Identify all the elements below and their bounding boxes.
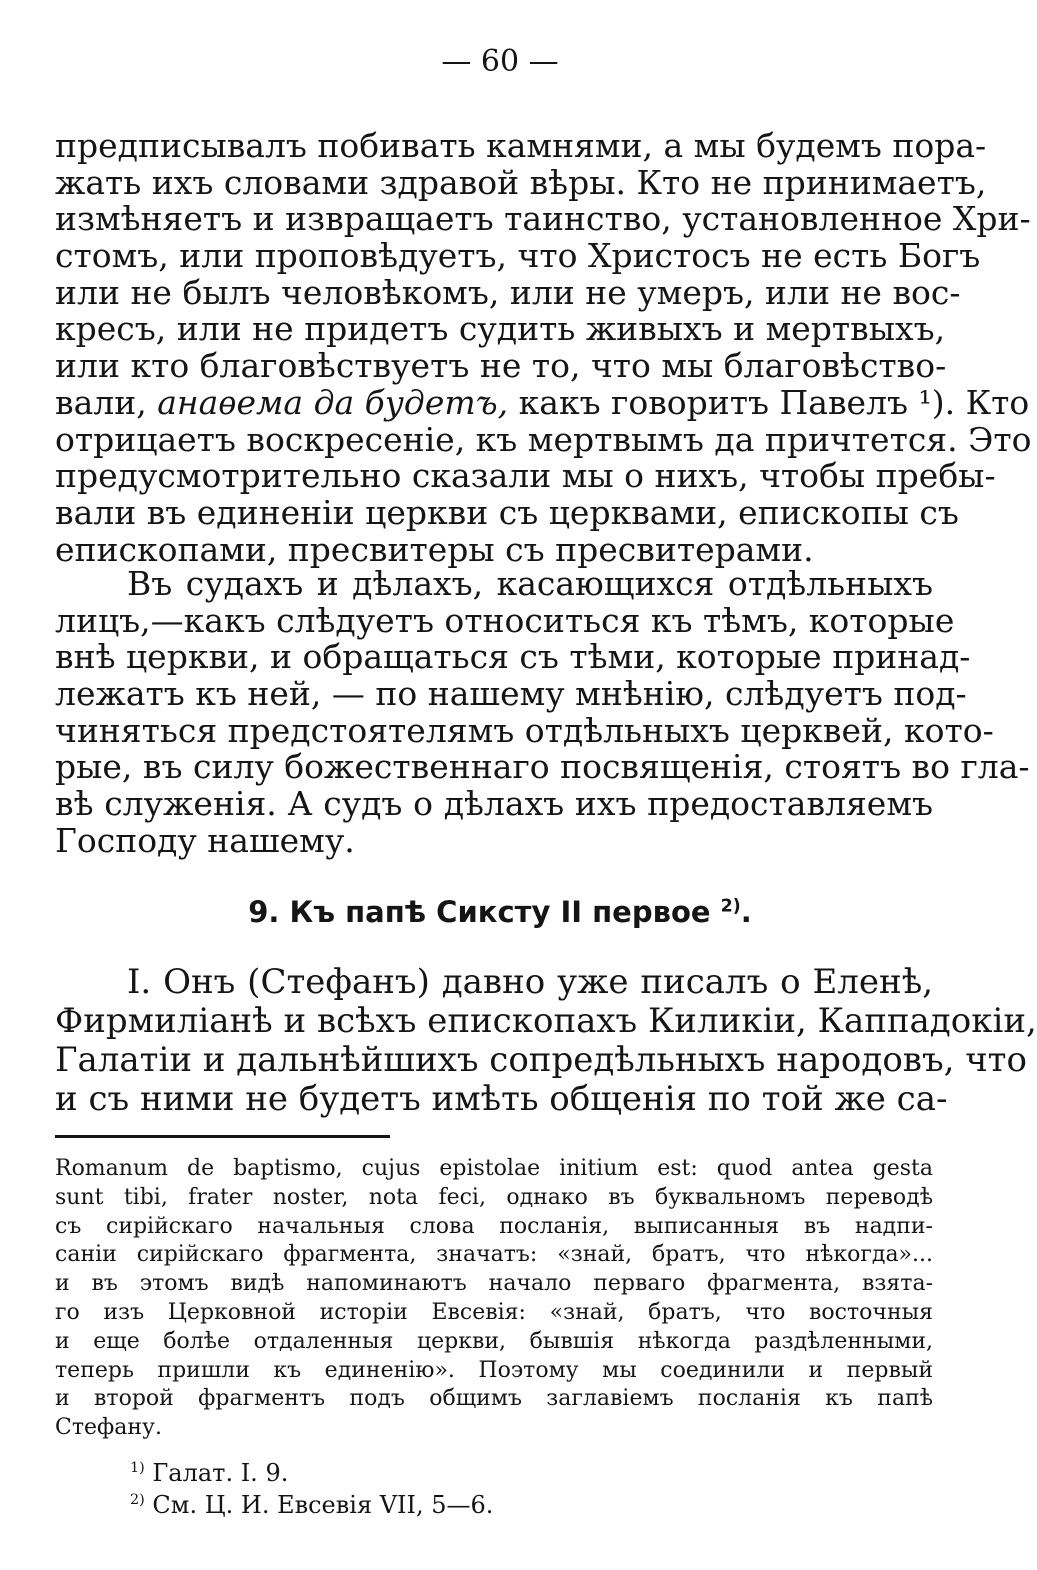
paragraph [55, 564, 1030, 860]
footnote-marker: 2) [720, 896, 741, 917]
text-line: Въ судахъ и дѣлахъ, касающихся отдѣльныхъ [127, 564, 933, 603]
note-line: Romanum de baptismo, cujus epistolae initium est: quod antea gesta [55, 1156, 933, 1181]
footnote-marker: 2) [130, 1492, 145, 1508]
text-line [55, 382, 1030, 422]
italic-phrase: анаѳема да будетъ, [157, 382, 509, 422]
note-line: Стефану. [55, 1415, 162, 1441]
text-line: Галатіи и дальнѣйшихъ сопредѣльныхъ народовъ, что [55, 1040, 1027, 1080]
note-line: и еще болѣе отдаленныя церкви, бывшія нѣкогда раздѣленными, [55, 1328, 933, 1354]
text-line: внѣ церкви, и обращаться съ тѣми, которые принад- [55, 637, 971, 677]
section-heading [0, 895, 1000, 929]
footnote-continuation [55, 1155, 933, 1443]
footnote-text: См. Ц. И. Евсевія VII, 5—6. [144, 1491, 494, 1519]
text-line: измѣняетъ и извращаетъ таинство, установленное Хри- [55, 199, 1031, 239]
footnote-1 [130, 1459, 288, 1487]
note-line: го изъ Церковной исторіи Евсевія: «знай, братъ, что восточныя [55, 1299, 933, 1325]
text-line: вали въ единеніи церкви съ церквами, епископы съ [55, 492, 959, 532]
text-line: лежатъ къ ней, — по нашему мнѣнію, слѣдуетъ под- [55, 674, 967, 714]
paragraph [55, 962, 1037, 1119]
text-line: или кто благовѣствуетъ не то, что мы благовѣство- [55, 346, 947, 386]
note-line: sunt tibi, frater noster, nota feci, однако въ буквальномъ переводѣ [55, 1184, 933, 1210]
note-line: теперь пришли къ единенію». Поэтому мы соединили и первый [55, 1357, 933, 1383]
note-line: съ сирійскаго начальныя слова посланія, выписанныя въ надпи- [55, 1213, 933, 1239]
footnote-2 [130, 1491, 493, 1519]
footnote-text: Галат. I. 9. [144, 1459, 289, 1487]
text-line: епископами, пресвитеры съ пресвитерами. [55, 529, 814, 569]
text-line: Фирмиліанѣ и всѣхъ епископахъ Киликіи, Каппадокіи, [55, 1001, 1037, 1041]
text-line: лицъ,—какъ слѣдуетъ относиться къ тѣмъ, которые [55, 600, 955, 640]
note-line: саніи сирійскаго фрагмента, значатъ: «знай, братъ, что нѣкогда»... [55, 1242, 933, 1268]
text-span: какъ говоритъ Павелъ ¹). Кто [508, 382, 1030, 422]
note-line: и въ этомъ видѣ напоминаютъ начало перваго фрагмента, взята- [55, 1271, 933, 1297]
text-line: I. Онъ (Стефанъ) давно уже писалъ о Еленѣ, [127, 962, 933, 1002]
page-number: — 60 — [441, 44, 559, 79]
heading-end: . [740, 895, 752, 929]
text-line: предписывалъ побивать камнями, а мы будемъ пора- [55, 126, 987, 165]
heading-text: 9. Къ папѣ Сиксту II первое [248, 895, 711, 929]
text-line: Господу нашему. [55, 820, 355, 860]
text-line: или не былъ человѣкомъ, или не умеръ, или не вос- [55, 272, 961, 312]
text-line: отрицаетъ воскресеніе, къ мертвымъ да причтется. Это [55, 419, 1032, 459]
paragraph-continued [55, 126, 1032, 569]
text-line: предусмотрительно сказали мы о нихъ, чтобы пребы- [55, 456, 996, 496]
text-line: и съ ними не будетъ имѣть общенія по той же са- [55, 1079, 948, 1119]
text-line: жать ихъ словами здравой вѣры. Кто не принимаетъ, [55, 162, 987, 202]
footnote-marker: 1) [130, 1460, 145, 1476]
note-line: и второй фрагментъ подъ общимъ заглавіемъ посланія къ папѣ [55, 1386, 933, 1412]
text-line: вѣ служенія. А судъ о дѣлахъ ихъ предоставляемъ [55, 784, 933, 824]
footnote-divider [55, 1135, 390, 1138]
text-line: кресъ, или не придетъ судить живыхъ и мертвыхъ, [55, 309, 946, 349]
text-line: чиняться предстоятелямъ отдѣльныхъ церквей, кото- [55, 710, 994, 750]
text-line: рые, въ силу божественнаго посвященія, стоятъ во гла- [55, 747, 1030, 787]
text-span: вали, [55, 382, 158, 422]
text-line: стомъ, или проповѣдуетъ, что Христосъ не есть Богъ [55, 236, 981, 276]
